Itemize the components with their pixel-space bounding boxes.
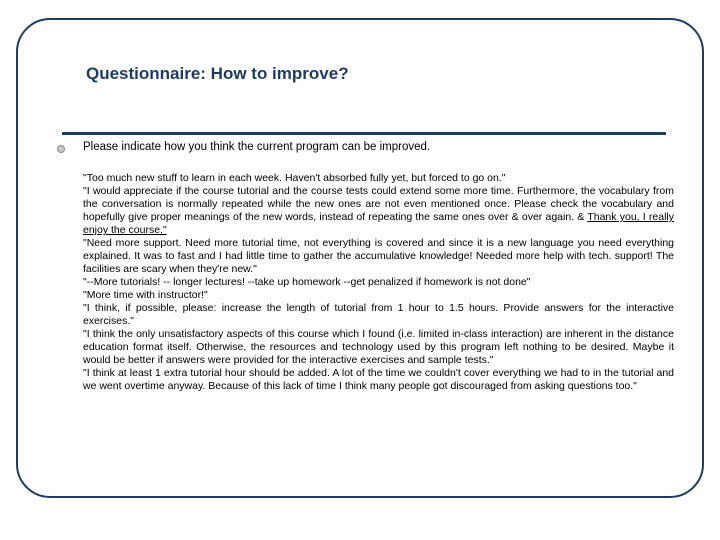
slide-title: Questionnaire: How to improve?: [86, 64, 349, 83]
quote-text: "I would appreciate if the course tutorial and the course tests could extend some more time. Furthermore, the vocabulary from the conversation is normally repeated while the new ones are not even mentioned once. Please check the vocabulary and hopefully give proper meanings of the new words, instead of repeating the same ones over & over again. &: [83, 185, 674, 223]
quote-item: [83, 367, 674, 393]
title-divider: [62, 132, 666, 135]
quote-item: [83, 237, 674, 276]
quote-text: "More time with instructor!": [83, 289, 208, 301]
quote-item: [83, 276, 674, 289]
quote-item: [83, 289, 674, 302]
quote-text: "--More tutorials! -- longer lectures! --take up homework --get penalized if homework is not done": [83, 276, 531, 288]
quote-text: "Too much new stuff to learn in each week. Haven't absorbed fully yet, but forced to go on.": [83, 172, 506, 184]
bullet-icon: [57, 145, 65, 153]
quote-text: "I think at least 1 extra tutorial hour should be added. A lot of the time we couldn't cover everything we had to in the tutorial and we went overtime anyway. Because of this lack of time I think many people got discouraged from asking questions too.": [83, 367, 674, 392]
quote-underlined-text: Thank you, I really enjoy the course.": [83, 211, 674, 236]
quote-item: [83, 302, 674, 328]
quote-text: "I think the only unsatisfactory aspects of this course which I found (i.e. limited in-class interaction) are inherent in the distance education format itself. Otherwise, the resources and technology used by this program left nothing to be desired. Maybe it would be better if answers were provided for the interactive exercises and sample tests.": [83, 328, 674, 366]
quote-list: [83, 172, 674, 393]
quote-item: [83, 185, 674, 237]
intro-text: Please indicate how you think the current program can be improved.: [83, 141, 431, 153]
quote-text: "Need more support. Need more tutorial time, not everything is covered and since it is a new language you need everything explained. It was to fast and I had little time to gather the accumulative knowledge! Needed more help with tech. support! The facilities are scary when they're new.": [83, 237, 674, 275]
quote-item: [83, 328, 674, 367]
quote-text: "I think, if possible, please: increase the length of tutorial from 1 hour to 1.5 hours. Provide answers for the interactive exercises.": [83, 302, 674, 327]
quote-item: [83, 172, 674, 185]
